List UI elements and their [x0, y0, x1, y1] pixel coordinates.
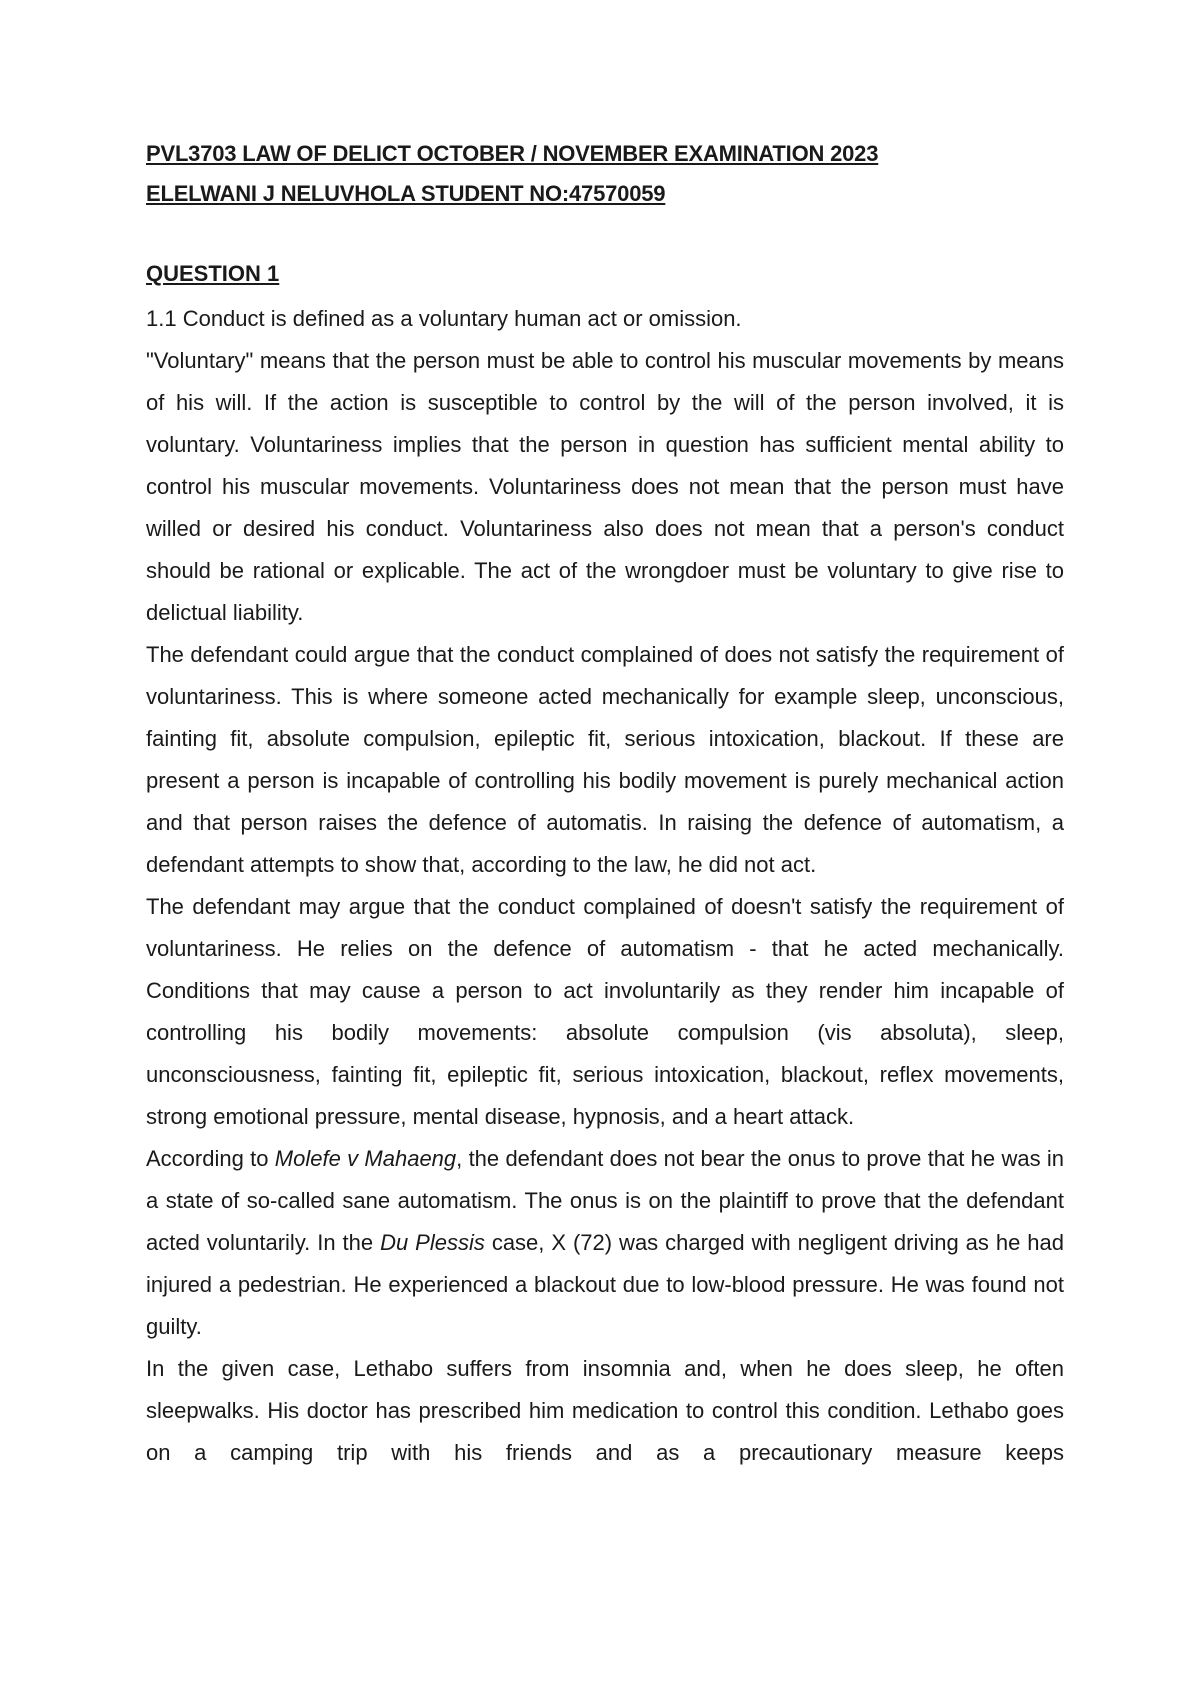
question-heading: QUESTION 1	[146, 261, 280, 286]
paragraph-5	[146, 1138, 1064, 1348]
paragraph-3: The defendant could argue that the conduct complained of does not satisfy the requirement of voluntariness. This is where someone acted mechanically for example sleep, unconscious, fainting fit, absolute compulsion, epileptic fit, serious intoxication, blackout. If these are present a person is incapable of controlling his bodily movement is purely mechanical action and that person raises the defence of automatis. In raising the defence of automatism, a defendant attempts to show that, according to the law, he did not act.	[146, 642, 1064, 877]
case-name-du-plessis: Du Plessis	[380, 1230, 485, 1255]
document-title: PVL3703 LAW OF DELICT OCTOBER / NOVEMBER EXAMINATION 2023	[146, 141, 879, 166]
student-details: ELELWANI J NELUVHOLA STUDENT NO:47570059	[146, 181, 666, 206]
paragraph-2: "Voluntary" means that the person must be able to control his muscular movements by means of his will. If the action is susceptible to control by the will of the person involved, it is voluntary. Voluntariness implies that the person in question has sufficient mental ability to control his muscular movements. Voluntariness does not mean that the person must have willed or desired his conduct. Voluntariness also does not mean that a person's conduct should be rational or explicable. The act of the wrongdoer must be voluntary to give rise to delictual liability.	[146, 348, 1064, 625]
paragraph-5-text-a: According to	[146, 1146, 275, 1171]
paragraph-1: 1.1 Conduct is defined as a voluntary human act or omission.	[146, 306, 742, 331]
paragraph-4: The defendant may argue that the conduct complained of doesn't satisfy the requirement of voluntariness. He relies on the defence of automatism - that he acted mechanically. Conditions that may cause a person to act involuntarily as they render him incapable of controlling his bodily movements: absolute compulsion (vis absoluta), sleep, unconsciousness, fainting fit, epileptic fit, serious intoxication, blackout, reflex movements, strong emotional pressure, mental disease, hypnosis, and a heart attack.	[146, 894, 1064, 1129]
document-page	[146, 140, 1064, 1474]
paragraph-6: In the given case, Lethabo suffers from insomnia and, when he does sleep, he often sleepwalks. His doctor has prescribed him medication to control this condition. Lethabo goes on a camping trip with his friends and as a precautionary measure keeps	[146, 1356, 1064, 1465]
paragraph-5-text-c: case, X (72) was charged with negligent driving as he had injured a pedestrian. He experienced a blackout due to low-blood pressure. He was found not guilty.	[146, 1230, 1064, 1339]
case-name-molefe: Molefe v Mahaeng	[274, 1146, 457, 1171]
paragraph-5-text-b: , the defendant does not bear the onus to prove that he was in a state of so-called sane automatism. The onus is on the plaintiff to prove that the defendant acted voluntarily. In the	[146, 1146, 1064, 1255]
